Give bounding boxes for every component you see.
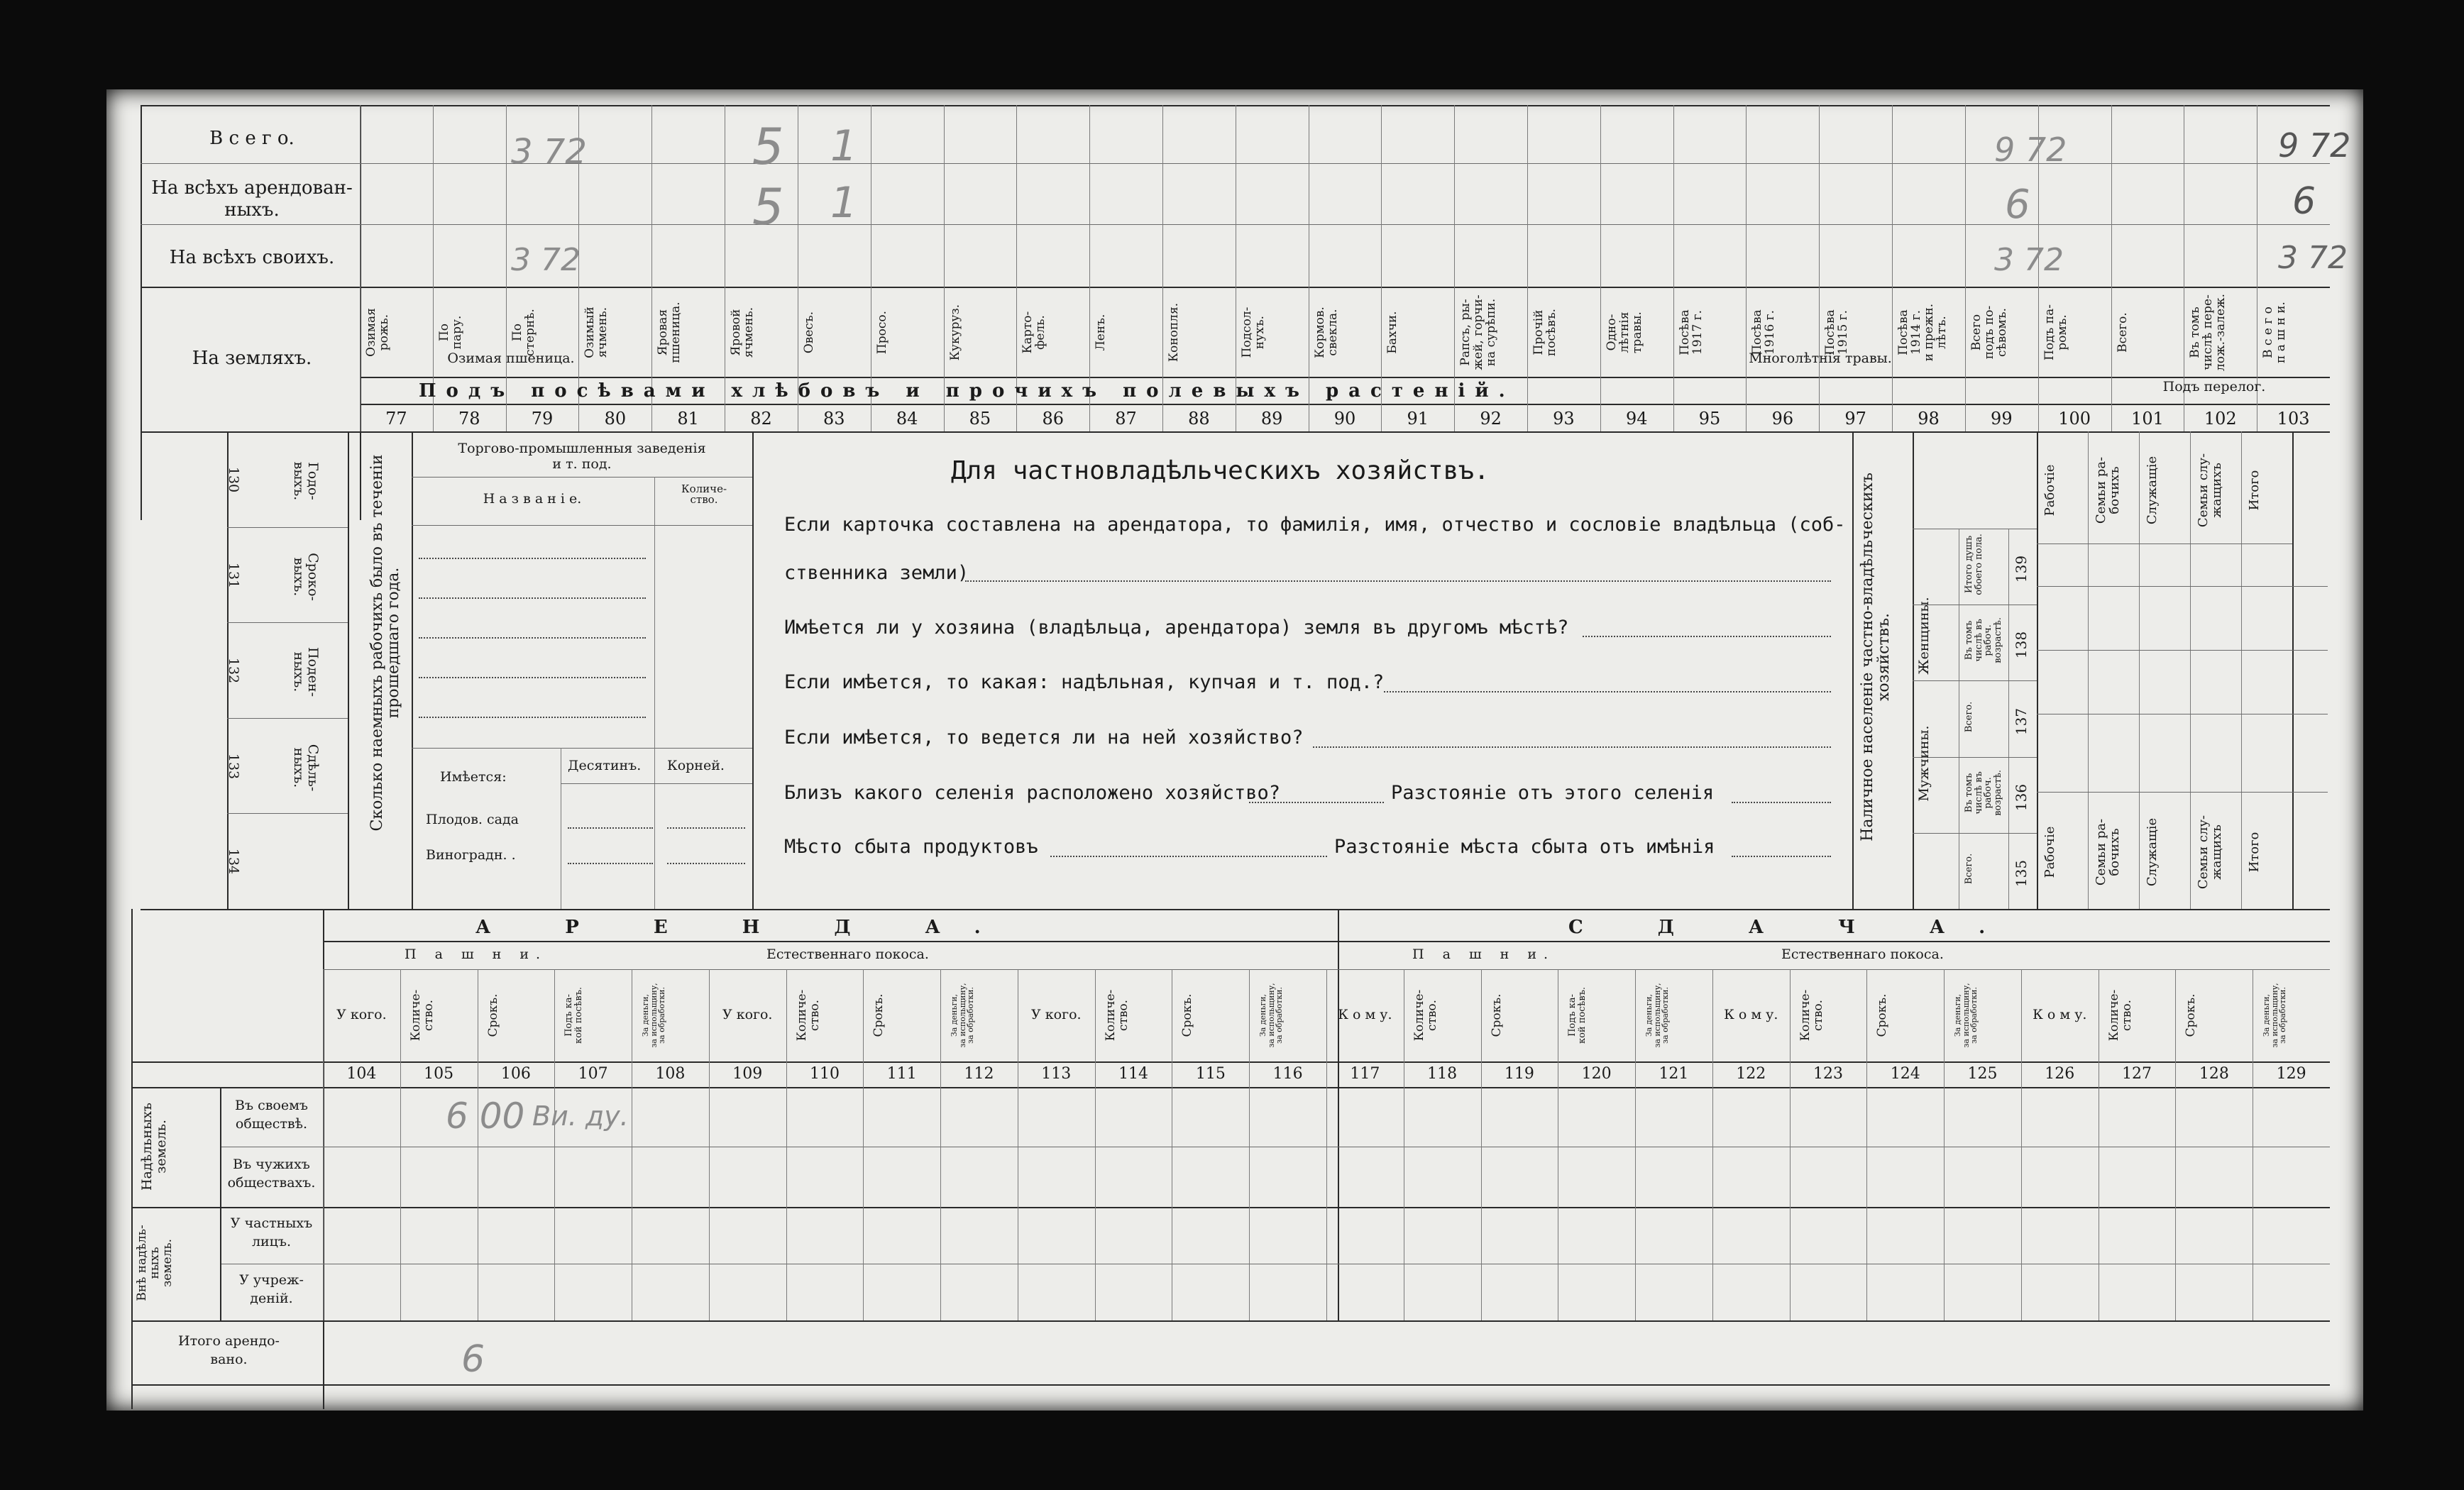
lease-column-number: 125 bbox=[1967, 1065, 1998, 1083]
crop-column-number: 92 bbox=[1480, 409, 1502, 429]
crop-column-label: Посѣва 1914 г. и прежн. лѣтъ. bbox=[1896, 303, 1949, 362]
lease-header-who: К о м у. bbox=[1724, 1007, 1778, 1022]
crop-column-number: 77 bbox=[385, 409, 407, 429]
lease-divider bbox=[1326, 969, 1327, 1320]
staff-column-footer: Семьи слу- жащихъ bbox=[2196, 815, 2224, 890]
worker-row-number: 131 bbox=[226, 562, 241, 588]
lease-column-number: 128 bbox=[2199, 1065, 2229, 1083]
pop-column-label: Въ томъ числѣ въ рабоч. возрастѣ. bbox=[1964, 617, 2003, 664]
pop-column-label: Всего. bbox=[1964, 853, 1974, 885]
lease-header-srok: Срокъ. bbox=[1875, 993, 1890, 1037]
lease-divider bbox=[940, 969, 941, 1320]
lease-divider bbox=[786, 969, 787, 1320]
crop-column-label: Въ томъ числѣ пере- лож.-залеж. bbox=[2188, 293, 2228, 372]
column-divider bbox=[1746, 105, 1747, 431]
sdacha-title: С Д А Ч А. bbox=[1568, 917, 2020, 938]
worker-row-number: 130 bbox=[226, 466, 241, 493]
crop-column-number: 79 bbox=[531, 409, 554, 429]
crop-column-number: 95 bbox=[1698, 409, 1721, 429]
crop-column-label: Посѣва 1917 г. bbox=[1677, 309, 1705, 355]
crop-column-label: Озимая рожь. bbox=[364, 308, 391, 357]
column-divider bbox=[2111, 105, 2112, 431]
staff-column-footer: Служащіе bbox=[2145, 817, 2160, 887]
crop-column-label: Яровая пшеница. bbox=[656, 302, 683, 363]
staff-column-footer: Семьи ра- бочихъ bbox=[2094, 818, 2122, 886]
lease-header-za_dengi: За деньги, за испольщину, за обработки. bbox=[641, 983, 667, 1048]
crop-column-number: 84 bbox=[896, 409, 918, 429]
lease-header-kolvo: Количе- ство. bbox=[408, 989, 436, 1042]
staff-column-header: Итого bbox=[2247, 470, 2262, 511]
pop-divider bbox=[2008, 529, 2009, 909]
column-divider bbox=[1527, 105, 1528, 431]
workers-hired-label: Сколько наемныхъ рабочихъ было въ теченіи прошедшаго года. bbox=[368, 454, 403, 832]
row-divider bbox=[227, 718, 348, 719]
lease-header-who: К о м у. bbox=[1338, 1007, 1392, 1022]
lease-column-number: 121 bbox=[1659, 1065, 1689, 1083]
crop-column-label: Ленъ. bbox=[1094, 314, 1109, 351]
lease-divider bbox=[323, 969, 324, 1320]
pop-column-label: Итого душъ обоего пола. bbox=[1964, 534, 1984, 595]
hw-vsego-99: 9 72 bbox=[1994, 131, 2067, 169]
worker-row-label: Сроко- выхъ. bbox=[291, 552, 321, 601]
ozimaya-pshenitsa-label: Озимая пшеница. bbox=[447, 351, 575, 366]
crop-column-label: Посѣва 1915 г. bbox=[1823, 309, 1851, 355]
column-divider bbox=[1673, 105, 1674, 431]
column-divider bbox=[1819, 105, 1820, 431]
hw-arend-103: 6 bbox=[2292, 180, 2316, 223]
lease-header-kolvo: Количе- ство. bbox=[1103, 989, 1131, 1042]
crop-column-number: 98 bbox=[1918, 409, 1940, 429]
hw-arend-99: 6 bbox=[2005, 182, 2030, 228]
arenda-pokos: Естественнаго покоса. bbox=[766, 947, 929, 962]
lease-divider bbox=[400, 969, 401, 1320]
vne-nadelnykh-label: Внѣ надѣль- ныхъ земель. bbox=[135, 1225, 175, 1301]
lease-column-number: 114 bbox=[1118, 1065, 1149, 1083]
panel-line-market: Мѣсто сбыта продуктовъ bbox=[784, 836, 1038, 858]
staff-column-header: Семьи ра- бочихъ bbox=[2094, 456, 2122, 524]
lease-header-srok: Срокъ. bbox=[1180, 993, 1195, 1037]
arenda-title: А Р Е Н Д А. bbox=[475, 917, 1015, 938]
hw-vsego-103: 9 72 bbox=[2278, 126, 2351, 165]
panel-line-village-distance: Разстояніе отъ этого селенія bbox=[1391, 782, 1715, 804]
crop-column-label: Кормов. свекла. bbox=[1312, 307, 1340, 358]
crop-column-label: Овесъ. bbox=[801, 311, 816, 354]
desyatin-header: Десятинъ. bbox=[568, 758, 642, 773]
worker-row-label: Годо- выхъ. bbox=[291, 461, 321, 501]
worker-row-number: 133 bbox=[226, 753, 241, 779]
lease-divider bbox=[1095, 969, 1096, 1320]
nadelnykh-label: Надѣльныхъ земель. bbox=[139, 1102, 169, 1191]
crop-column-label: Подъ па- ромъ. bbox=[2042, 304, 2069, 360]
lease-header-kolvo: Количе- ство. bbox=[794, 989, 822, 1042]
crop-column-label: Просо. bbox=[874, 310, 889, 355]
row-itogo-arendovano: Итого арендо- вано. bbox=[178, 1333, 280, 1367]
lease-divider bbox=[1635, 969, 1636, 1320]
crop-column-number: 80 bbox=[604, 409, 627, 429]
panel-title: Для частновладѣльческихъ хозяйствъ. bbox=[951, 456, 1490, 485]
row-vsego: В с е г о. bbox=[209, 128, 295, 149]
panel-line-farming: Если имѣется, то ведется ли на ней хозяйство? bbox=[784, 727, 1304, 749]
column-divider bbox=[360, 105, 361, 431]
crop-column-number: 91 bbox=[1407, 409, 1429, 429]
sdacha-pashni: П а ш н и. bbox=[1412, 947, 1556, 962]
lease-column-number: 126 bbox=[2045, 1065, 2075, 1083]
staff-row-divider bbox=[2037, 792, 2328, 793]
column-divider bbox=[1892, 105, 1893, 431]
crop-column-label: Яровой ячмень. bbox=[729, 307, 756, 358]
lease-divider bbox=[2175, 969, 2176, 1320]
crop-column-number: 86 bbox=[1042, 409, 1064, 429]
lease-divider bbox=[709, 969, 710, 1320]
lease-header-srok: Срокъ. bbox=[871, 993, 886, 1037]
zhenshchiny-label: Женщины. bbox=[1916, 597, 1932, 675]
lease-column-number: 119 bbox=[1504, 1065, 1534, 1083]
crop-column-label: Конопля. bbox=[1166, 302, 1181, 363]
crop-column-label: По стернѣ. bbox=[510, 309, 537, 356]
imeetsya-label: Имѣется: bbox=[440, 769, 507, 785]
crop-column-number: 90 bbox=[1333, 409, 1356, 429]
lease-header-srok: Срокъ. bbox=[2184, 993, 2199, 1037]
row-divider bbox=[227, 813, 348, 814]
arenda-pashni: П а ш н и. bbox=[405, 947, 548, 962]
staff-divider bbox=[2241, 431, 2242, 909]
crop-column-number: 87 bbox=[1115, 409, 1137, 429]
crop-column-label: Всего. bbox=[2115, 312, 2130, 353]
lease-column-number: 107 bbox=[578, 1065, 608, 1083]
pop-column-label: Въ томъ числѣ въ рабоч. возрастѣ. bbox=[1964, 769, 2003, 816]
trade-qty-header: Количе- ство. bbox=[681, 482, 727, 506]
hw-lease-qty: 6 00 bbox=[446, 1096, 525, 1137]
population-label: Наличное населеніе частно-владѣльческихъ хозяйствъ. bbox=[1859, 473, 1893, 841]
lease-header-srok: Срокъ. bbox=[1489, 993, 1504, 1037]
crop-column-label: Всего подъ по- сѣвомъ. bbox=[1969, 305, 2009, 360]
crop-column-number: 94 bbox=[1625, 409, 1648, 429]
lease-column-number: 129 bbox=[2276, 1065, 2306, 1083]
pop-column-number: 136 bbox=[2013, 783, 2030, 811]
worker-row-number: 132 bbox=[226, 658, 241, 684]
census-card bbox=[106, 89, 2363, 1411]
worker-row-number: 134 bbox=[226, 849, 241, 875]
pop-column-number: 135 bbox=[2013, 859, 2030, 888]
staff-divider bbox=[2190, 431, 2191, 909]
staff-row-divider bbox=[2037, 543, 2292, 544]
panel-line-village: Близъ какого селенія расположено хозяйство? bbox=[784, 782, 1280, 804]
hw-svoikh-103: 3 72 bbox=[2278, 240, 2348, 276]
sdacha-pokos: Естественнаго покоса. bbox=[1781, 947, 1944, 962]
panel-line-market-distance: Разстояніе мѣста сбыта отъ имѣнія bbox=[1334, 836, 1715, 858]
lease-column-number: 112 bbox=[964, 1065, 994, 1083]
staff-column-header: Семьи слу- жащихъ bbox=[2196, 453, 2224, 528]
vinograd-label: Виноградн. . bbox=[426, 847, 516, 863]
lease-column-number: 111 bbox=[886, 1065, 917, 1083]
crop-column-number: 78 bbox=[458, 409, 480, 429]
plodov-sad-label: Плодов. сада bbox=[426, 812, 519, 827]
staff-divider bbox=[2139, 431, 2140, 909]
lease-column-number: 118 bbox=[1427, 1065, 1458, 1083]
crop-column-number: 82 bbox=[750, 409, 772, 429]
crop-column-number: 93 bbox=[1553, 409, 1575, 429]
crop-column-number: 85 bbox=[969, 409, 991, 429]
staff-divider bbox=[2088, 431, 2089, 909]
panel-line-owner-cont: ственника земли) bbox=[784, 562, 969, 584]
crop-column-label: В с е г о п а ш н и. bbox=[2261, 302, 2289, 363]
row-divider bbox=[227, 622, 348, 623]
crop-column-label: Бахчи. bbox=[1385, 311, 1400, 354]
muzhchiny-label: Мужчины. bbox=[1916, 725, 1932, 802]
hw-arend-83: 1 bbox=[830, 178, 858, 228]
crop-column-number: 96 bbox=[1771, 409, 1794, 429]
lease-header-kolvo: Количе- ство. bbox=[2106, 989, 2134, 1042]
pop-row-divider bbox=[1913, 680, 2037, 681]
row-chuzhikh-obshchestvakh: Въ чужихъ обществахъ. bbox=[227, 1157, 316, 1191]
crop-column-number: 88 bbox=[1188, 409, 1210, 429]
lease-column-number: 110 bbox=[809, 1065, 840, 1083]
row-divider bbox=[227, 527, 348, 528]
lease-column-number: 122 bbox=[1736, 1065, 1766, 1083]
lease-header-za_dengi: За деньги, за испольщину, за обработки. bbox=[2262, 983, 2288, 1048]
crop-column-number: 101 bbox=[2131, 409, 2164, 429]
row-na-zemlyakh: На земляхъ. bbox=[192, 348, 312, 369]
pop-column-number: 138 bbox=[2013, 631, 2030, 659]
lease-divider bbox=[1249, 969, 1250, 1320]
lease-header-who: У кого. bbox=[722, 1007, 773, 1022]
hw-vsego-82: 5 bbox=[752, 118, 784, 176]
pop-column-number: 137 bbox=[2013, 707, 2030, 735]
lease-column-number: 123 bbox=[1813, 1065, 1843, 1083]
crop-column-number: 97 bbox=[1844, 409, 1866, 429]
lease-column-number: 104 bbox=[346, 1065, 377, 1083]
lease-divider bbox=[1866, 969, 1867, 1320]
crop-column-number: 81 bbox=[677, 409, 699, 429]
lease-column-number: 116 bbox=[1272, 1065, 1303, 1083]
lease-column-number: 109 bbox=[732, 1065, 763, 1083]
lease-header-who: У кого. bbox=[336, 1007, 387, 1022]
pod-perelog-label: Подъ перелог. bbox=[2162, 379, 2266, 394]
crop-column-number: 89 bbox=[1260, 409, 1283, 429]
staff-row-divider bbox=[2037, 586, 2328, 587]
row-chastnykh-lits: У частныхъ лицъ. bbox=[230, 1215, 313, 1249]
hw-arend-82: 5 bbox=[752, 178, 784, 236]
lease-column-number: 117 bbox=[1350, 1065, 1380, 1083]
column-divider bbox=[1965, 105, 1966, 431]
crop-column-number: 100 bbox=[2058, 409, 2091, 429]
crop-column-number: 103 bbox=[2277, 409, 2310, 429]
row-svoikh: На всѣхъ своихъ. bbox=[169, 247, 335, 268]
row-arendovannykh: На всѣхъ арендован- ныхъ. bbox=[151, 177, 353, 221]
pop-row-divider bbox=[1913, 833, 2037, 834]
lease-header-who: К о м у. bbox=[2033, 1007, 2087, 1022]
panel-line-land-type: Если имѣется, то какая: надѣльная, купчая и т. под.? bbox=[784, 671, 1385, 693]
lease-column-number: 113 bbox=[1041, 1065, 1072, 1083]
lease-column-number: 124 bbox=[1890, 1065, 1920, 1083]
hw-vsego-total: 3 72 bbox=[511, 132, 587, 172]
lease-header-za_dengi: За деньги, за испольщину, за обработки. bbox=[1258, 983, 1285, 1048]
crop-column-label: По пару. bbox=[436, 315, 464, 350]
lease-column-number: 127 bbox=[2122, 1065, 2152, 1083]
column-divider bbox=[1600, 105, 1601, 431]
lease-column-number: 108 bbox=[655, 1065, 686, 1083]
crop-column-number: 102 bbox=[2204, 409, 2237, 429]
staff-row-divider bbox=[2037, 650, 2328, 651]
lease-header-za_dengi: За деньги, за испольщину, за обработки. bbox=[1644, 983, 1671, 1048]
lease-divider bbox=[1712, 969, 1713, 1320]
lease-divider bbox=[1944, 969, 1945, 1320]
worker-row-label: Поден- ныхъ. bbox=[291, 647, 321, 697]
lease-divider bbox=[1481, 969, 1482, 1320]
lease-header-kolvo: Количе- ство. bbox=[1798, 989, 1825, 1042]
crop-column-label: Озимый ячмень. bbox=[583, 307, 610, 358]
lease-column-number: 106 bbox=[500, 1065, 531, 1083]
lease-header-who: У кого. bbox=[1031, 1007, 1082, 1022]
band-pod-posevami: Подъ посѣвами хлѣбовъ и прочихъ полевыхъ растеній. bbox=[419, 380, 1515, 402]
lease-divider bbox=[863, 969, 864, 1320]
lease-header-pod_posev: Подъ ка- кой посѣвъ. bbox=[563, 986, 584, 1044]
staff-column-footer: Итого bbox=[2247, 832, 2262, 873]
crop-column-number: 99 bbox=[1991, 409, 2013, 429]
lease-divider bbox=[2021, 969, 2022, 1320]
crop-column-label: Посѣва 1916 г. bbox=[1750, 309, 1778, 355]
crop-column-label: Карто- фель. bbox=[1021, 311, 1048, 354]
hw-vsego-83: 1 bbox=[830, 121, 858, 171]
row-svoem-obshchestve: Въ своемъ обществѣ. bbox=[235, 1098, 308, 1132]
mnogoletnie-travy-label: Многолѣтнія травы. bbox=[1749, 351, 1892, 366]
crop-column-label: Кукуруз. bbox=[947, 304, 962, 361]
staff-column-footer: Рабочіе bbox=[2042, 826, 2057, 878]
panel-line-other-land: Имѣется ли у хозяина (владѣльца, арендатора) земля въ другомъ мѣстѣ? bbox=[784, 617, 1569, 639]
trade-name-header: Н а з в а н і е. bbox=[483, 491, 582, 507]
lease-column-number: 115 bbox=[1195, 1065, 1226, 1083]
panel-line-owner: Если карточка составлена на арендатора, то фамилія, имя, отчество и сословіе владѣльца (соб- bbox=[784, 514, 1846, 536]
worker-row-label: Сдѣль- ныхъ. bbox=[291, 744, 321, 792]
staff-column-header: Служащіе bbox=[2145, 456, 2160, 525]
lease-header-srok: Срокъ. bbox=[485, 993, 500, 1037]
lease-header-pod_posev: Подъ ка- кой посѣвъ. bbox=[1567, 986, 1588, 1044]
hw-svoikh-99: 3 72 bbox=[1994, 242, 2064, 278]
lease-divider bbox=[554, 969, 555, 1320]
crop-column-label: Прочій посѣвъ. bbox=[1531, 308, 1558, 357]
lease-header-za_dengi: За деньги, за испольщину, за обработки. bbox=[1953, 983, 1979, 1048]
crop-column-label: Подсол- нухъ. bbox=[1239, 307, 1267, 358]
trade-establishments-title: Торгово-промышленныя заведенія и т. под. bbox=[458, 441, 706, 472]
hw-itogo-qty: 6 bbox=[461, 1338, 485, 1381]
hw-svoikh-total: 3 72 bbox=[511, 242, 581, 278]
pop-column-label: Всего. bbox=[1964, 701, 1974, 732]
lease-column-number: 105 bbox=[424, 1065, 454, 1083]
lease-header-za_dengi: За деньги, за испольщину, за обработки. bbox=[950, 983, 976, 1048]
lease-column-number: 120 bbox=[1581, 1065, 1612, 1083]
lease-divider bbox=[1790, 969, 1791, 1320]
staff-column-header: Рабочіе bbox=[2042, 464, 2057, 517]
lease-header-kolvo: Количе- ство. bbox=[1412, 989, 1439, 1042]
crop-column-label: Рапсъ, ры- жей, горчи- на сурѣпи. bbox=[1458, 294, 1498, 370]
crop-column-label: Одно- лѣтнія травы. bbox=[1604, 311, 1644, 353]
hw-lease-term: Ви. ду. bbox=[532, 1100, 629, 1132]
kornei-header: Корней. bbox=[667, 758, 725, 773]
pop-column-number: 139 bbox=[2013, 556, 2030, 583]
row-uchrezhdenii: У учреж- деній. bbox=[239, 1272, 304, 1306]
crop-column-number: 83 bbox=[823, 409, 845, 429]
